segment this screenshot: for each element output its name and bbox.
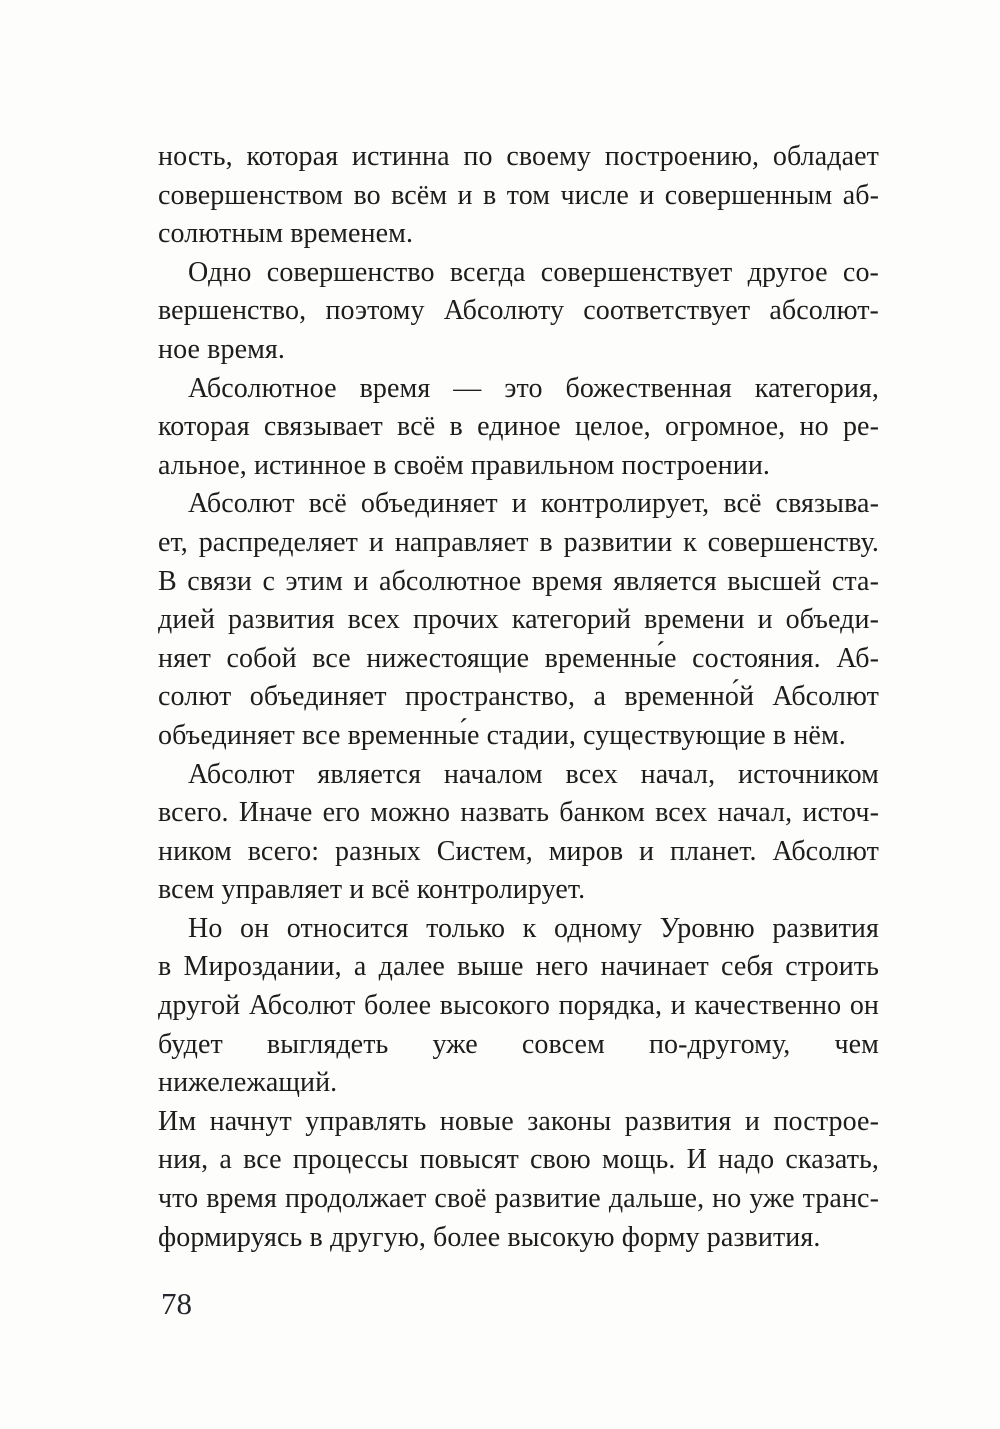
text-line: солют объединяет пространство, а временно́й Абсолют <box>158 681 879 713</box>
text-line: Но он относится только к одному Уровню развития <box>188 912 879 944</box>
text-line: всем управляет и всё контролирует. <box>158 874 586 906</box>
text-line: формируясь в другую, более высокую форму развития. <box>158 1221 821 1253</box>
text-line: Абсолют всё объединяет и контролирует, всё связыва- <box>188 488 879 520</box>
text-line: в Мироздании, а далее выше него начинает себя строить <box>158 951 879 983</box>
text-line: вершенство, поэтому Абсолюту соответствует абсолют- <box>158 295 879 327</box>
text-line: всего. Иначе его можно назвать банком всех начал, источ- <box>158 797 879 829</box>
text-line: что время продолжает своё развитие дальше, но уже транс- <box>158 1183 879 1215</box>
text-line: ность, которая истинна по своему построению, обладает <box>158 141 879 172</box>
text-line: Им начнут управлять новые законы развития и построе- <box>158 1105 879 1137</box>
text-line: Абсолютное время — это божественная категория, <box>188 372 879 404</box>
text-line: другой Абсолют более высокого порядка, и качественно он <box>158 990 879 1022</box>
page-text-block <box>158 138 879 1257</box>
text-line: ное время. <box>158 333 285 365</box>
text-line: няет собой все нижестоящие временны́е состояния. Аб- <box>158 642 879 674</box>
text-line: альное, истинное в своём правильном построении. <box>158 449 771 481</box>
text-line: Абсолют является началом всех начал, источником <box>188 758 879 790</box>
text-line: совершенством во всём и в том числе и совершенным аб- <box>158 179 879 211</box>
text-line: солютным временем. <box>158 218 414 250</box>
text-line: которая связывает всё в единое целое, огромное, но ре- <box>158 411 879 443</box>
text-line: будет выглядеть уже совсем по-другому, чем нижележащий. <box>158 1028 879 1099</box>
text-line: Одно совершенство всегда совершенствует другое со- <box>188 256 879 288</box>
text-line: ником всего: разных Систем, миров и планет. Абсолют <box>158 835 879 867</box>
text-line: ет, распределяет и направляет в развитии к совершенству. <box>158 526 879 558</box>
text-line: ния, а все процессы повысят свою мощь. И надо сказать, <box>158 1144 879 1176</box>
text-line: В связи с этим и абсолютное время является высшей ста- <box>158 565 879 597</box>
text-line: объединяет все временны́е стадии, существующие в нём. <box>158 719 846 751</box>
page-number: 78 <box>161 1286 192 1321</box>
text-line: дией развития всех прочих категорий времени и объеди- <box>158 604 879 636</box>
